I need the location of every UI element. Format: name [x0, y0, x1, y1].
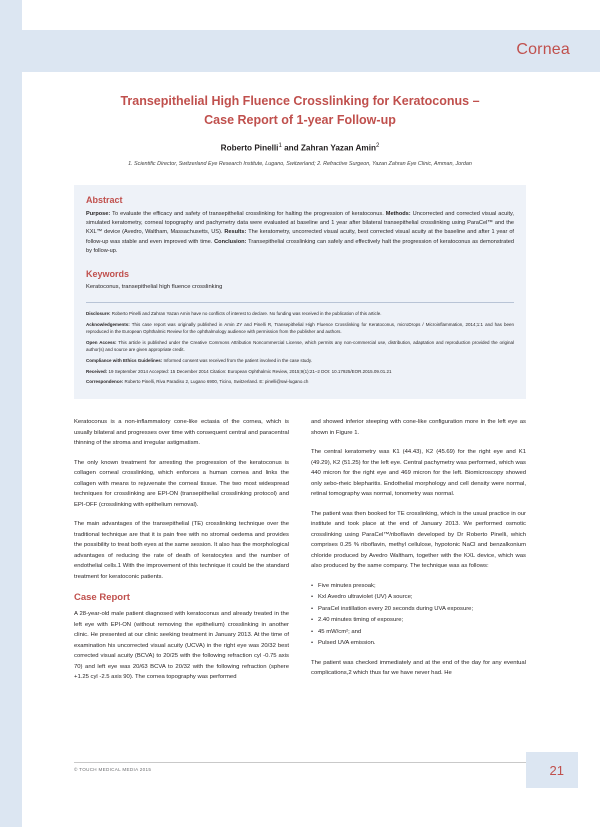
- paragraph: The main advantages of the transepithelial (TE) crosslinking technique over the traditional technique are that it is pain free with no stromal oedema and provides the possibility to treat both eyes at the same session. It also has the morphological advantages of reducing the rate of death of keratocytes and the number of endothelial cells.1 With the improvement of this technique it could be the standard treatment for keratoconic patients.: [74, 521, 289, 580]
- metadata-line: Open Access: This article is published under the Creative Commons Attribution Noncommercial License, which permits any non-commercial use, distribution, adaptation and reproduction provided the original author(s) and source are given appropriate credit.: [86, 339, 514, 352]
- case-report-heading: Case Report: [74, 592, 130, 604]
- paragraph: The patient was checked immediately and at the end of the day for any eventual complications,2 which thus far we have never had. He: [311, 659, 526, 677]
- section-title: Cornea: [516, 41, 570, 58]
- paragraph: and showed inferior steeping with cone-like configuration more in the left eye as shown in Figure 1.: [311, 419, 526, 436]
- list-item: • 2.40 minutes timing of exposure;: [311, 615, 526, 626]
- article-content: [74, 92, 526, 692]
- abstract-panel: [74, 185, 526, 399]
- list-item: • 45 mW/cm²; and: [311, 627, 526, 638]
- page-title: [74, 92, 526, 131]
- left-column: [74, 417, 289, 692]
- paragraph: The patient was then booked for TE crosslinking, which is the usual practice in our institute and took place at the end of January 2013. We performed osmotic crosslinking using ParaCel™/riboflavin developed by Dr Roberto Pinelli, which comprises 0.25 % riboflavin, methyl cellulose, hypotonic NaCl and benzalkonium chloride produced by Avedro Waltham, together with the KXL device, which was also produced by the same company. The technique was as follows:: [311, 510, 526, 570]
- list-item: • Kxl Avedro ultraviolet (UV) A source;: [311, 592, 526, 603]
- header-band: [22, 30, 600, 72]
- paragraph: The central keratometry was K1 (44.43), K2 (45.69) for the right eye and K1 (49.29), K2 (51.25) for the left eye. Central pachymetry was performed, which was 440 micron for the right eye and 469 micron for the left. Biomicroscopy showed only sebo-rheic blepharitis. Endothelial morphology and cell density were normal, retinal tomography was normal, tonometry was normal.: [311, 449, 526, 498]
- metadata-block: [86, 302, 514, 386]
- abstract-body: Purpose: To evaluate the efficacy and safety of transepithelial crosslinking for halting the progression of keratoconus. Methods: Uncorrected and corrected visual acuity, simulated keratometry, corneal topography and pachymetry data were evaluated at baseline and 1 year after bilateral transepithelial crosslinking using ParaCel™ and the KXL™ device (Avedro, Waltham, Massachusetts, US). Results: The keratometry, uncorrected visual acuity, best corrected visual acuity at the baseline and after 1 year of follow-up was stable and even improved with time. Conclusion: Transepithelial crosslinking can safely and effectively halt the progression of keratoconus as demonstrated by follow-up.: [86, 210, 514, 255]
- list-item: • ParaCel instillation every 20 seconds during UVA exposure;: [311, 604, 526, 615]
- metadata-line: Correspondence: Roberto Pinelli, Riva Paradiso 2, Lugano 6900, Ticino, Switzerland. E: pinelli@swi-lugano.ch: [86, 379, 309, 385]
- right-column: [311, 417, 526, 692]
- author-affiliations: 1. Scientific Director, Switzerland Eye Research Institute, Lugano, Switzerland; 2. Refractive Surgeon, Yazan Zahran Eye Clinic, Amman, Jordan: [128, 161, 472, 168]
- page-number: 21: [549, 763, 564, 778]
- title-line-1: Transepithelial High Fluence Crosslinking for Keratoconus –: [120, 94, 480, 108]
- metadata-line: Disclosure: Roberto Pinelli and Zahran Yazan Amin have no conflicts of interest to declare. No funding was received in the publication of this article.: [86, 310, 382, 316]
- list-item: • Five minutes presoak;: [311, 581, 526, 592]
- list-item: • Pulsed UVA emission.: [311, 638, 526, 649]
- body-columns: [74, 417, 526, 692]
- title-line-2: Case Report of 1-year Follow-up: [204, 113, 396, 128]
- copyright-notice: © TOUCH MEDICAL MEDIA 2015: [74, 767, 152, 772]
- abstract-heading: Abstract: [86, 194, 123, 205]
- keywords-body: Keratoconus, transepithelial high fluence crosslinking: [86, 283, 223, 290]
- paragraph: The only known treatment for arresting the progression of the keratoconus is collagen corneal crosslinking, which enforces a human cornea and links the collagen with means to rejuvenate the corneal tissue. The two most widespread techniques for crosslinking are EPI-ON (transepithelial crosslinking protocol) and EPI-OFF (crosslinking with epithelium removal).: [74, 459, 289, 508]
- footer-divider: [74, 762, 526, 763]
- metadata-line: Received: 19 September 2014 Accepted: 15 December 2014 Citation: European Ophthalmic Review, 2015;9(1):21–2 DOI: 10.17925/EOR.2015.09.01.21: [86, 368, 392, 374]
- metadata-line: Acknowledgements: This case report was originally published in Amin ZY and Pinelli R, Transepithelial High Fluence Crosslinking for Keratoconus, microDrops / Microinflammation, 2014;1:1 and has been reproduced in the European Ophthalmic Review for the ophthalmology audience with permission from the publisher and authors.: [86, 321, 514, 334]
- author-list: Roberto Pinelli$^1$ and Zahran Yazan Amin$^2$: [220, 142, 380, 153]
- keywords-heading: Keywords: [86, 268, 130, 279]
- paragraph: A 28-year-old male patient diagnosed with keratoconus and already treated in the left eye with EPI-ON (without removing the epithelium) crosslinking in another clinic. He presented at our clinic seeking treatment in January 2013. At the time of examination his uncorrected visual acuity (UCVA) in the right eye was 20/32 best corrected visual acuity (BCVA) to 20/25 with the following refraction cyl -0.75 axis 70) and left eye was 20/63 BCVA to 20/32 with the following refraction (sphere +1.25 cyl -2.5 axis 90). The cornea topography was performed: [74, 611, 289, 681]
- page-spine-decoration: [0, 0, 22, 827]
- metadata-line: Compliance with Ethics Guidelines: Informed consent was received from the patient involved in the case study.: [86, 357, 313, 363]
- paragraph: Keratoconus is a non-inflammatory cone-like ectasia of the cornea, which is usually bilateral and progresses over time with consequent central and paracentral thinning of the stroma and irregular astigmatism.: [74, 419, 289, 447]
- procedure-list: [311, 581, 526, 649]
